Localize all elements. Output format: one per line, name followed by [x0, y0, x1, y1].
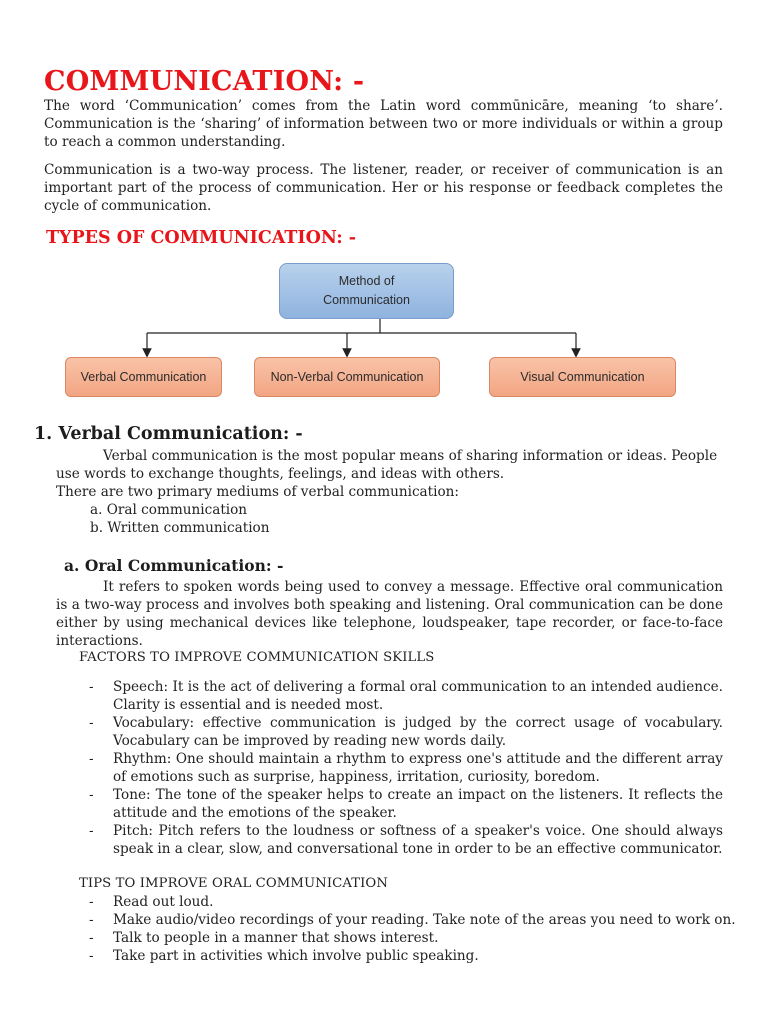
- tips-list: [89, 893, 739, 965]
- medium-written: b. Written communication: [90, 520, 270, 536]
- oral-heading: a. Oral Communication: -: [64, 556, 284, 575]
- factors-heading: FACTORS TO IMPROVE COMMUNICATION SKILLS: [79, 650, 435, 665]
- list-item: - Tone: The tone of the speaker helps to create an impact on the listeners. It reflects the attitude and the emotions of the speaker.: [89, 787, 723, 821]
- bullet-dash: -: [89, 912, 94, 928]
- diagram-root-line-2: Communication: [323, 293, 410, 307]
- diagram-node-verbal: Verbal Communication: [65, 357, 222, 397]
- list-item: - Talk to people in a manner that shows interest.: [89, 930, 439, 946]
- bullet-dash: -: [89, 715, 94, 731]
- tips-heading: TIPS TO IMPROVE ORAL COMMUNICATION: [79, 876, 388, 891]
- intro-paragraph-1: The word ‘Communication’ comes from the Latin word commūnicāre, meaning ‘to share’. Communication is the ‘sharing’ of information between two or more individuals or within a group to reach a common understanding.: [44, 98, 723, 150]
- bullet-dash: -: [89, 948, 94, 964]
- diagram-root-line-1: Method of: [338, 274, 395, 288]
- list-item: - Pitch: Pitch refers to the loudness or softness of a speaker's voice. One should always speak in a clear, slow, and conversational tone in order to be an effective communicator.: [89, 823, 723, 857]
- diagram-root-node: [279, 263, 454, 319]
- list-item: - Read out loud.: [89, 894, 214, 910]
- diagram-node-visual: Visual Communication: [489, 357, 676, 397]
- factors-list: [89, 678, 723, 858]
- diagram-node-nonverbal: Non-Verbal Communication: [254, 357, 440, 397]
- bullet-dash: -: [89, 787, 94, 803]
- bullet-dash: -: [89, 823, 94, 839]
- list-item: - Vocabulary: effective communication is judged by the correct usage of vocabulary. Vocabulary can be improved by reading new words daily.: [89, 715, 723, 749]
- verbal-heading: 1. Verbal Communication: -: [34, 424, 303, 444]
- bullet-dash: -: [89, 751, 94, 767]
- verbal-mediums-intro: There are two primary mediums of verbal communication:: [56, 484, 459, 500]
- bullet-dash: -: [89, 894, 94, 910]
- oral-paragraph: It refers to spoken words being used to convey a message. Effective oral communication is a two-way process and involves both speaking and listening. Oral communication can be done either by using mechanical devices like telephone, loudspeaker, tape recorder, or face-to-face interactions.: [56, 579, 723, 649]
- types-heading: TYPES OF COMMUNICATION: -: [46, 228, 357, 248]
- list-item: - Make audio/video recordings of your reading. Take note of the areas you need to work on.: [89, 912, 736, 928]
- medium-oral: a. Oral communication: [90, 502, 248, 518]
- page-title: COMMUNICATION: -: [44, 66, 365, 97]
- bullet-dash: -: [89, 930, 94, 946]
- verbal-paragraph: Verbal communication is the most popular means of sharing information or ideas. People use words to exchange thoughts, feelings, and ideas with others.: [56, 448, 718, 482]
- list-item: - Take part in activities which involve public speaking.: [89, 948, 479, 964]
- intro-paragraph-2: Communication is a two-way process. The listener, reader, or receiver of communication is an important part of the process of communication. Her or his response or feedback completes the cycle of communication.: [44, 162, 723, 214]
- list-item: - Speech: It is the act of delivering a formal oral communication to an intended audience. Clarity is essential and is needed most.: [89, 679, 723, 713]
- bullet-dash: -: [89, 679, 94, 695]
- list-item: - Rhythm: One should maintain a rhythm to express one's attitude and the different array of emotions such as surprise, happiness, irritation, curiosity, boredom.: [89, 751, 723, 785]
